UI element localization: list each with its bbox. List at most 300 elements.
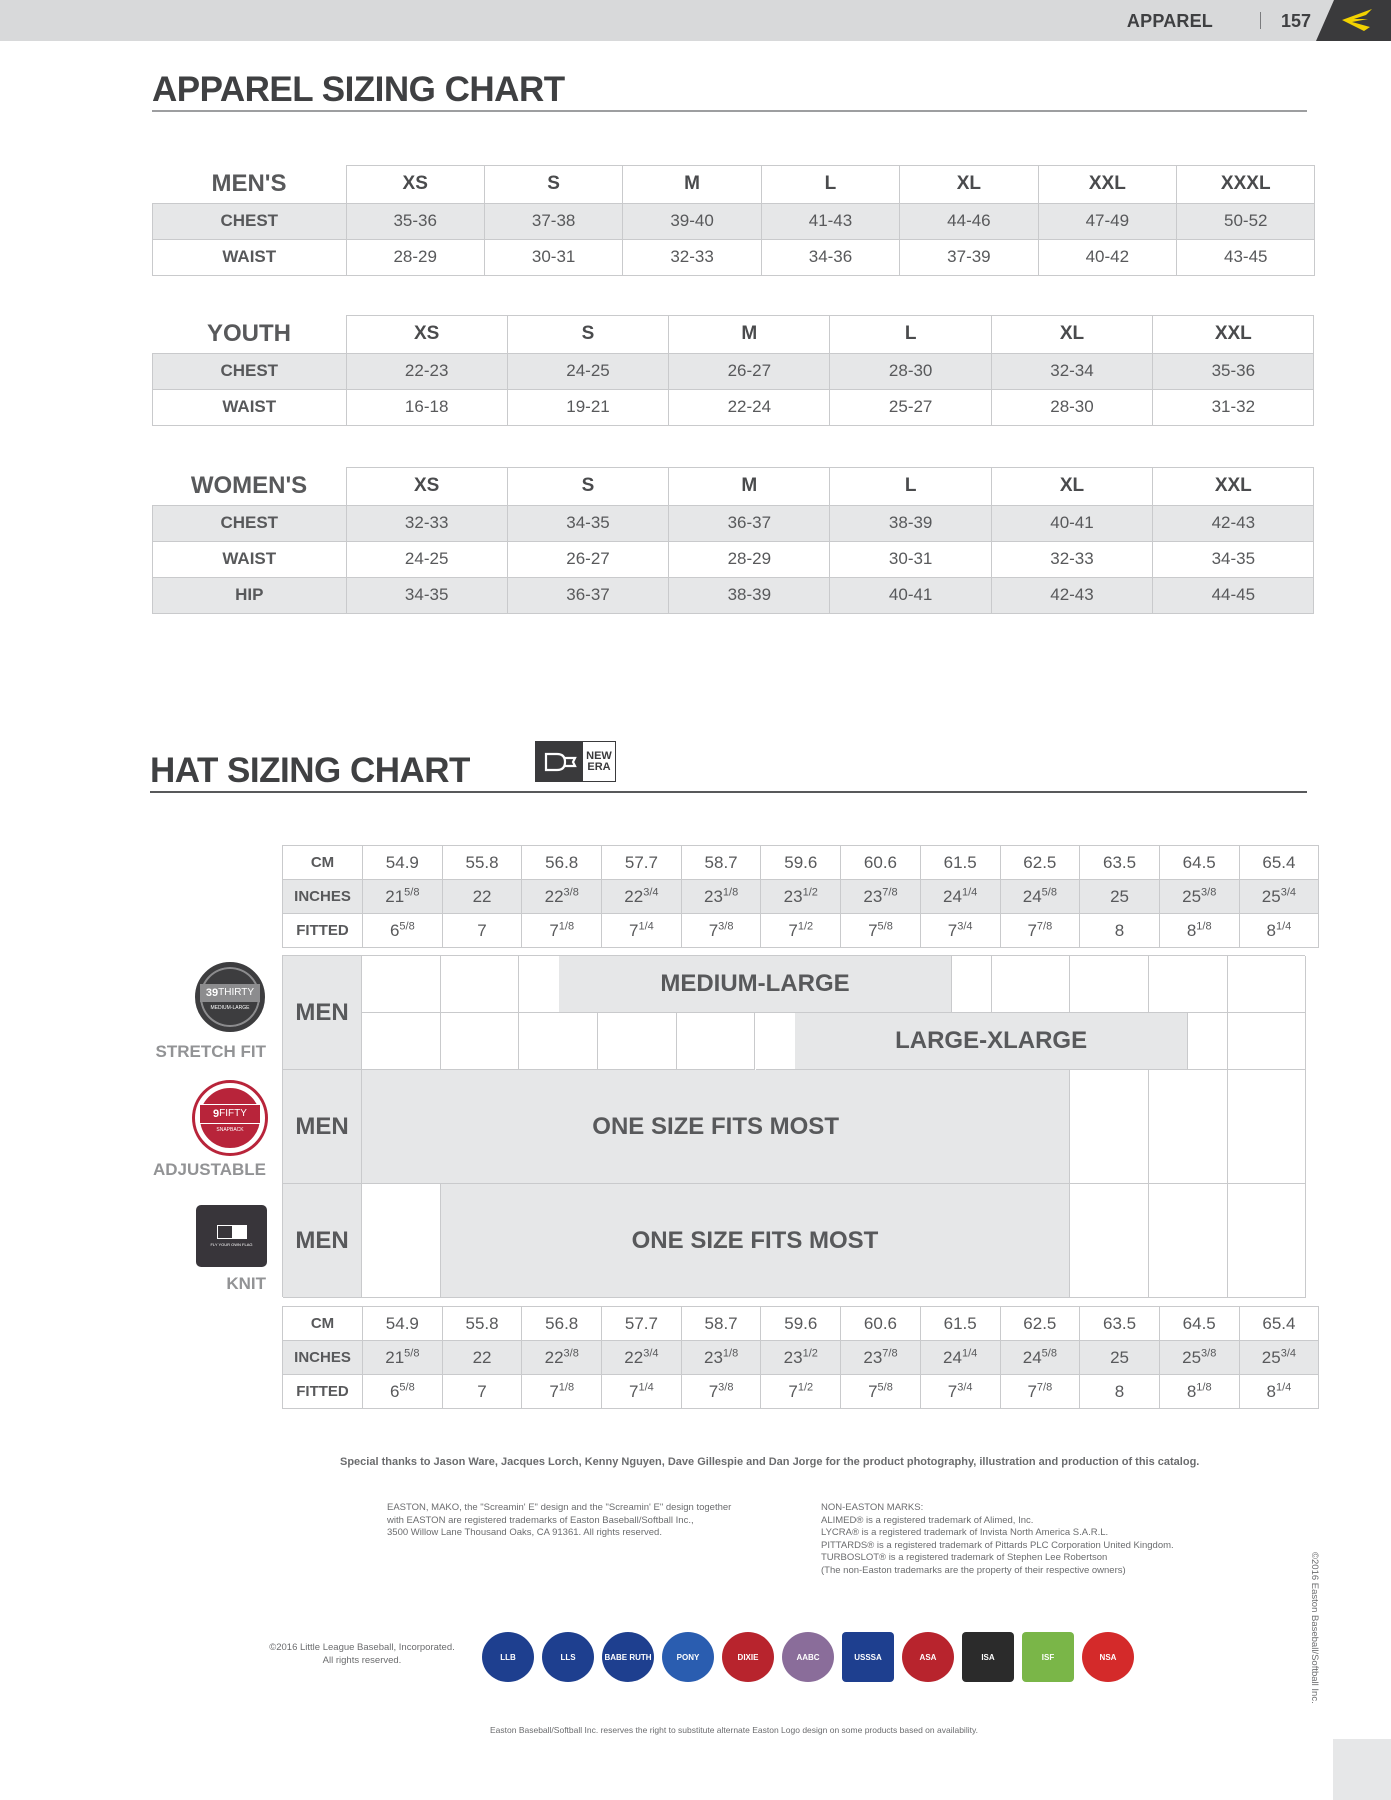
fraction-part: 1/4	[961, 885, 978, 898]
fraction-part: 5/8	[877, 919, 893, 932]
measurement-value: 31-32	[1153, 389, 1314, 425]
measurement-value: 28-30	[991, 389, 1152, 425]
whole-part: 7	[708, 920, 719, 940]
scale-value: 64.5	[1159, 1307, 1239, 1341]
scale-value	[920, 914, 1000, 948]
substitution-note: Easton Baseball/Softball Inc. reserves the right to substitute alternate Easton Logo design on some products based on availability.	[490, 1725, 978, 1735]
apparel-table-2	[152, 467, 1314, 614]
scale-row-inches	[283, 1341, 1319, 1375]
fraction-part: 1/2	[797, 1380, 814, 1393]
scale-value	[1239, 1341, 1319, 1375]
fraction-part: 5/8	[1041, 1346, 1057, 1359]
fraction-part: 5/8	[404, 1346, 420, 1359]
vertical-copyright: ©2016 Easton Baseball/Softball Inc.	[1309, 1552, 1320, 1704]
scale-value	[442, 1341, 522, 1375]
header-divider	[1260, 12, 1261, 29]
hat-scale-table	[282, 845, 1319, 948]
scale-value	[522, 914, 602, 948]
grid-cell	[1070, 1184, 1149, 1298]
badge-model-number: 9	[213, 1107, 220, 1120]
size-header: S	[507, 316, 668, 354]
badge-subtitle: MEDIUM-LARGE	[210, 1004, 250, 1011]
measurement-value: 40-41	[991, 505, 1152, 541]
text-line: (The non-Easton trademarks are the property of their respective owners)	[821, 1564, 1126, 1576]
grid-cell	[441, 956, 520, 1013]
league-logo-dixie-icon: DIXIE	[722, 1632, 774, 1682]
badge-model-number: 39	[205, 986, 219, 999]
measurement-value: 26-27	[669, 353, 830, 389]
easton-trademarks	[387, 1502, 787, 1540]
whole-part: 7	[549, 920, 559, 940]
size-header: XL	[991, 316, 1152, 354]
measurement-value: 24-25	[346, 541, 507, 577]
whole-part: 25	[1182, 886, 1202, 906]
scale-value	[442, 914, 522, 948]
scale-value: 56.8	[522, 846, 602, 880]
fraction-part: 1/8	[1196, 1380, 1212, 1393]
fraction-part: 3/4	[957, 919, 973, 932]
measurement-value: 32-34	[991, 353, 1152, 389]
scale-label: CM	[283, 846, 363, 880]
whole-part: 7	[947, 920, 958, 940]
measurement-value: 37-39	[900, 239, 1038, 275]
whole-part: 22	[472, 1347, 492, 1367]
fraction-part: 1/8	[558, 1380, 575, 1393]
whole-part: 7	[788, 920, 798, 940]
measurement-value: 30-31	[484, 239, 622, 275]
fraction-part: 7/8	[882, 1346, 898, 1359]
scale-value	[920, 1341, 1000, 1375]
whole-part: 8	[1114, 1381, 1125, 1401]
measurement-value: 37-38	[484, 203, 622, 239]
measurement-value: 38-39	[830, 505, 991, 541]
hat-title-rule	[150, 791, 1307, 793]
whole-part: 8	[1114, 920, 1125, 940]
scale-value: 54.9	[363, 846, 443, 880]
scale-value	[1000, 1341, 1080, 1375]
measurement-label: CHEST	[153, 353, 347, 389]
whole-part: 7	[629, 1381, 639, 1401]
new-era-logo	[535, 741, 616, 782]
scale-value: 65.4	[1239, 846, 1319, 880]
scale-value	[841, 1341, 921, 1375]
gender-label: MEN	[283, 1070, 362, 1184]
badge-subtitle: FLY YOUR OWN FLAG	[210, 1242, 253, 1247]
whole-part: 7	[549, 1381, 559, 1401]
size-header: L	[761, 166, 899, 204]
measurement-label: WAIST	[153, 239, 347, 275]
size-header: S	[507, 468, 668, 506]
whole-part: 23	[863, 1347, 883, 1367]
easton-screamin-e-icon	[1340, 7, 1374, 33]
fraction-part: 1/4	[961, 1346, 978, 1359]
scale-value: 54.9	[363, 1307, 443, 1341]
measurement-value: 32-33	[991, 541, 1152, 577]
grid-cell	[1228, 1070, 1307, 1184]
apparel-table-1	[152, 315, 1314, 426]
grid-cell	[598, 1013, 677, 1070]
league-logo-isf-icon: ISF	[1022, 1632, 1074, 1682]
scale-value	[363, 1375, 443, 1409]
badge-model-name: THIRTY	[218, 987, 255, 998]
hat-size-grid	[282, 955, 1305, 1297]
whole-part: 25	[1110, 886, 1129, 906]
scale-value	[681, 1341, 761, 1375]
scale-value	[920, 1375, 1000, 1409]
page-header-bar	[0, 0, 1391, 41]
whole-part: 6	[389, 920, 400, 940]
measurement-value: 32-33	[346, 505, 507, 541]
section-name: APPAREL	[1126, 11, 1213, 31]
scale-value	[681, 880, 761, 914]
hat-title: HAT SIZING CHART	[150, 751, 470, 790]
whole-part: 22	[544, 1347, 564, 1367]
scale-value: 63.5	[1080, 1307, 1160, 1341]
measurement-value: 30-31	[830, 541, 991, 577]
fraction-part: 3/8	[563, 885, 579, 898]
scale-value	[602, 1375, 682, 1409]
table-row	[153, 203, 1315, 239]
whole-part: 7	[868, 1381, 878, 1401]
fraction-part: 3/4	[1280, 1346, 1297, 1359]
fraction-part: 1/2	[802, 1346, 818, 1359]
size-header: XXL	[1038, 166, 1176, 204]
scale-value: 59.6	[761, 846, 841, 880]
league-logo-aabc-icon: AABC	[782, 1632, 834, 1682]
measurement-value: 40-42	[1038, 239, 1176, 275]
fraction-part: 1/8	[1196, 919, 1212, 932]
scale-value	[363, 914, 443, 948]
whole-part: 7	[1027, 920, 1037, 940]
text-line: EASTON, MAKO, the "Screamin' E" design and the "Screamin' E" design together	[387, 1502, 732, 1513]
grid-cell	[992, 956, 1071, 1013]
whole-part: 8	[1186, 920, 1197, 940]
fraction-part: 3/4	[643, 1346, 659, 1359]
table-row	[153, 541, 1314, 577]
scale-value: 58.7	[681, 846, 761, 880]
scale-value	[761, 1375, 841, 1409]
scale-row-cm	[283, 1307, 1319, 1341]
style-label-knit: KNIT	[226, 1274, 266, 1293]
badge-subtitle: SNAPBACK	[216, 1126, 244, 1133]
special-thanks: Special thanks to Jason Ware, Jacques Lorch, Kenny Nguyen, Dave Gillespie and Dan Jorge for the product photography, illustration and production of this catalog.	[340, 1456, 1200, 1468]
size-header: M	[669, 468, 830, 506]
scale-value: 61.5	[920, 846, 1000, 880]
measurement-value: 40-41	[830, 577, 991, 613]
size-range-bar: MEDIUM-LARGE	[559, 956, 953, 1013]
scale-value: 56.8	[522, 1307, 602, 1341]
size-header: XS	[346, 166, 484, 204]
whole-part: 25	[1261, 886, 1281, 906]
scale-value	[363, 1341, 443, 1375]
table-row	[153, 353, 1314, 389]
corner-block	[1333, 1739, 1391, 1800]
size-header: S	[484, 166, 622, 204]
scale-value: 63.5	[1080, 846, 1160, 880]
grid-cell	[1228, 956, 1307, 1013]
scale-value	[1000, 914, 1080, 948]
scale-value	[1080, 1375, 1160, 1409]
whole-part: 7	[477, 920, 487, 940]
grid-cell	[677, 1013, 756, 1070]
size-header: L	[830, 316, 991, 354]
measurement-value: 42-43	[1153, 505, 1314, 541]
size-group-label: WOMEN'S	[153, 468, 347, 506]
whole-part: 22	[624, 886, 644, 906]
fraction-part: 5/8	[404, 885, 420, 898]
scale-label: FITTED	[283, 914, 363, 948]
whole-part: 22	[624, 1347, 644, 1367]
size-range-bar: ONE SIZE FITS MOST	[441, 1184, 1071, 1298]
fraction-part: 3/4	[957, 1380, 973, 1393]
scale-value	[442, 880, 522, 914]
table-row	[153, 577, 1314, 613]
scale-value: 58.7	[681, 1307, 761, 1341]
scale-label: FITTED	[283, 1375, 363, 1409]
scale-value	[1159, 1375, 1239, 1409]
grid-cell	[1149, 956, 1228, 1013]
measurement-value: 22-24	[669, 389, 830, 425]
scale-label: CM	[283, 1307, 363, 1341]
whole-part: 24	[1022, 886, 1042, 906]
scale-value: 62.5	[1000, 846, 1080, 880]
fraction-part: 1/8	[558, 919, 575, 932]
measurement-value: 43-45	[1177, 239, 1315, 275]
scale-value	[1159, 914, 1239, 948]
measurement-value: 19-21	[507, 389, 668, 425]
scale-value: 55.8	[442, 1307, 522, 1341]
text-line: ALIMED® is a registered trademark of Alimed, Inc.	[821, 1514, 1034, 1526]
size-header: L	[830, 468, 991, 506]
fraction-part: 5/8	[399, 1380, 415, 1393]
measurement-value: 35-36	[346, 203, 484, 239]
size-header: XXL	[1153, 468, 1314, 506]
size-header: XL	[991, 468, 1152, 506]
league-logo-nsa-icon: NSA	[1082, 1632, 1134, 1682]
fraction-part: 1/4	[1275, 919, 1292, 932]
size-group-label: MEN'S	[153, 166, 347, 204]
measurement-value: 25-27	[830, 389, 991, 425]
size-header: XL	[900, 166, 1038, 204]
apparel-title-rule	[152, 110, 1307, 112]
whole-part: 23	[783, 886, 803, 906]
league-logo-llb-icon: LLB	[482, 1632, 534, 1682]
whole-part: 7	[629, 920, 639, 940]
hat-scale-table	[282, 1306, 1319, 1409]
measurement-value: 44-46	[900, 203, 1038, 239]
measurement-value: 34-35	[346, 577, 507, 613]
style-label-adjustable: ADJUSTABLE	[152, 1160, 266, 1179]
measurement-value: 47-49	[1038, 203, 1176, 239]
measurement-value: 32-33	[623, 239, 761, 275]
scale-value	[681, 914, 761, 948]
whole-part: 23	[703, 1347, 723, 1367]
hat-scale-bottom	[282, 1306, 1319, 1409]
scale-value	[442, 1375, 522, 1409]
league-logo-usssa-icon: USSSA	[842, 1632, 894, 1682]
scale-value: 64.5	[1159, 846, 1239, 880]
scale-value	[522, 1341, 602, 1375]
size-header: XS	[346, 316, 507, 354]
scale-value	[1000, 880, 1080, 914]
scale-value: 60.6	[841, 1307, 921, 1341]
scale-value	[761, 914, 841, 948]
measurement-label: WAIST	[153, 389, 347, 425]
scale-value	[841, 914, 921, 948]
fraction-part: 1/8	[722, 885, 739, 898]
grid-cell	[362, 1184, 441, 1298]
scale-label: INCHES	[283, 880, 363, 914]
whole-part: 7	[788, 1381, 798, 1401]
scale-value	[841, 880, 921, 914]
measurement-value: 24-25	[507, 353, 668, 389]
fraction-part: 1/2	[802, 885, 818, 898]
scale-value: 57.7	[602, 846, 682, 880]
scale-value	[841, 1375, 921, 1409]
style-label-stretch-fit: STRETCH FIT	[155, 1042, 266, 1061]
measurement-value: 41-43	[761, 203, 899, 239]
whole-part: 7	[477, 1381, 487, 1401]
page-number: 157	[1281, 11, 1312, 31]
fraction-part: 5/8	[1041, 885, 1057, 898]
measurement-label: CHEST	[153, 505, 347, 541]
table-row	[153, 389, 1314, 425]
measurement-value: 50-52	[1177, 203, 1315, 239]
scale-row-fitted	[283, 914, 1319, 948]
measurement-value: 22-23	[346, 353, 507, 389]
grid-cell	[1070, 956, 1149, 1013]
size-header: XXXL	[1177, 166, 1315, 204]
knit-label-icon	[196, 1205, 267, 1267]
text-line: LYCRA® is a registered trademark of Invista North America S.A.R.L.	[821, 1527, 1109, 1538]
measurement-value: 39-40	[623, 203, 761, 239]
scale-value: 61.5	[920, 1307, 1000, 1341]
text-line: with EASTON are registered trademarks of Easton Baseball/Softball Inc.,	[387, 1514, 694, 1526]
grid-cell	[1149, 1070, 1228, 1184]
fraction-part: 7/8	[1036, 919, 1053, 932]
text-line: PITTARDS® is a registered trademark of Pittards PLC Corporation United Kingdom.	[821, 1539, 1174, 1551]
measurement-value: 16-18	[346, 389, 507, 425]
grid-cell	[1228, 1184, 1307, 1298]
fraction-part: 1/8	[722, 1346, 739, 1359]
league-logos-row	[482, 1628, 1132, 1684]
grid-cell	[441, 1013, 520, 1070]
measurement-value: 26-27	[507, 541, 668, 577]
9fifty-badge-icon	[195, 1083, 265, 1153]
whole-part: 7	[947, 1381, 958, 1401]
league-logo-pony-icon: PONY	[662, 1632, 714, 1682]
measurement-label: HIP	[153, 577, 347, 613]
hat-scale-top	[282, 845, 1319, 948]
whole-part: 23	[783, 1347, 803, 1367]
league-logo-asa-icon: ASA	[902, 1632, 954, 1682]
whole-part: 6	[389, 1381, 400, 1401]
whole-part: 24	[943, 886, 962, 906]
measurement-value: 34-36	[761, 239, 899, 275]
fraction-part: 7/8	[1036, 1380, 1053, 1393]
measurement-label: CHEST	[153, 203, 347, 239]
measurement-value: 44-45	[1153, 577, 1314, 613]
whole-part: 8	[1266, 1381, 1276, 1401]
whole-part: 7	[868, 920, 878, 940]
grid-cell	[362, 1013, 441, 1070]
fraction-part: 3/8	[1201, 1346, 1217, 1359]
text-line: All rights reserved.	[322, 1654, 402, 1666]
text-line: 3500 Willow Lane Thousand Oaks, CA 91361. All rights reserved.	[387, 1527, 662, 1538]
fraction-part: 3/8	[718, 919, 734, 932]
fraction-part: 1/4	[638, 919, 654, 932]
scale-row-cm	[283, 846, 1319, 880]
measurement-value: 28-30	[830, 353, 991, 389]
measurement-value: 38-39	[669, 577, 830, 613]
scale-value: 62.5	[1000, 1307, 1080, 1341]
grid-cell	[362, 956, 441, 1013]
non-easton-trademarks	[821, 1502, 1241, 1577]
scale-value	[602, 880, 682, 914]
text-line: TURBOSLOT® is a registered trademark of Stephen Lee Robertson	[821, 1552, 1108, 1563]
scale-value	[602, 914, 682, 948]
scale-value	[1080, 880, 1160, 914]
measurement-label: WAIST	[153, 541, 347, 577]
whole-part: 23	[863, 886, 883, 906]
size-header: M	[669, 316, 830, 354]
fraction-part: 3/8	[718, 1380, 734, 1393]
table-row	[153, 505, 1314, 541]
whole-part: 21	[385, 1347, 405, 1367]
scale-value	[1239, 914, 1319, 948]
size-header: XS	[346, 468, 507, 506]
size-range-bar: ONE SIZE FITS MOST	[362, 1070, 1070, 1184]
whole-part: 24	[1022, 1347, 1042, 1367]
scale-value	[1239, 1375, 1319, 1409]
league-logo-lls-icon: LLS	[542, 1632, 594, 1682]
grid-cell	[1070, 1070, 1149, 1184]
measurement-value: 28-29	[346, 239, 484, 275]
size-header: XXL	[1153, 316, 1314, 354]
scale-value	[363, 880, 443, 914]
table-row	[153, 239, 1315, 275]
scale-value	[1159, 1341, 1239, 1375]
scale-value: 60.6	[841, 846, 921, 880]
apparel-table-0	[152, 165, 1315, 276]
fraction-part: 3/8	[1201, 885, 1217, 898]
fraction-part: 7/8	[882, 885, 898, 898]
measurement-value: 34-35	[507, 505, 668, 541]
new-era-flag-icon	[536, 742, 583, 781]
new-era-line1: NEW	[586, 749, 612, 762]
measurement-value: 28-29	[669, 541, 830, 577]
measurement-value: 36-37	[507, 577, 668, 613]
whole-part: 21	[385, 886, 405, 906]
scale-value	[681, 1375, 761, 1409]
whole-part: 25	[1182, 1347, 1202, 1367]
measurement-value: 36-37	[669, 505, 830, 541]
scale-value	[522, 880, 602, 914]
whole-part: 22	[472, 886, 492, 906]
text-line: NON-EASTON MARKS:	[821, 1502, 924, 1513]
scale-label: INCHES	[283, 1341, 363, 1375]
little-league-copyright	[262, 1642, 462, 1667]
scale-value	[1080, 1341, 1160, 1375]
league-logo-isa-icon: ISA	[962, 1632, 1014, 1682]
whole-part: 23	[703, 886, 723, 906]
size-range-bar: LARGE-XLARGE	[795, 1013, 1189, 1070]
fraction-part: 1/4	[638, 1380, 654, 1393]
fraction-part: 1/2	[797, 919, 814, 932]
fraction-part: 3/4	[1280, 885, 1297, 898]
measurement-value: 42-43	[991, 577, 1152, 613]
scale-value	[522, 1375, 602, 1409]
